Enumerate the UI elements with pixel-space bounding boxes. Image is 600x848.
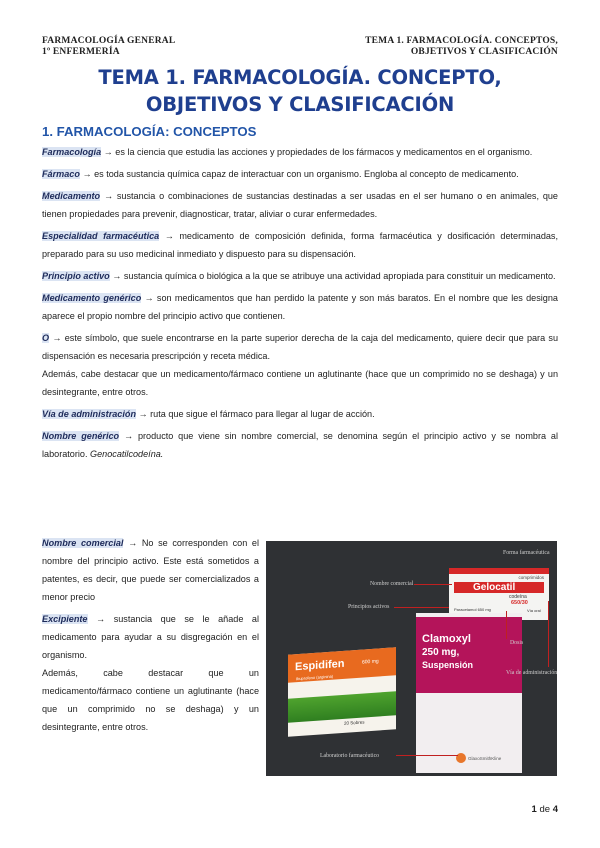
box-small-text: comprimidos (518, 575, 544, 580)
arrow-icon: → (82, 169, 92, 179)
box-dose: 250 mg, (422, 647, 460, 658)
definition-term: Principio activo (42, 271, 110, 281)
espidifen-box (288, 647, 396, 737)
definition-text: ruta que sigue el fármaco para llegar al lugar de acción. (150, 409, 375, 419)
definition-text: No se corresponden con el nombre del principio activo. Este está sometidos a patentes, es decir, que puede ser comercializados a menor precio (42, 538, 259, 602)
definitions-body (42, 143, 558, 467)
definition-term: Vía de administración (42, 409, 136, 419)
box-pa1: Paracetamol 650 mg (454, 607, 491, 612)
definition (42, 427, 558, 463)
label-laboratorio: Laboratorio farmacéutico (320, 753, 380, 759)
connector (394, 607, 449, 608)
definition (42, 329, 558, 365)
definition-text: este símbolo, que suele encontrarse en la parte superior derecha de la caja del medicamento, quiere decir que para su dispensación es necesaria prescripción y receta médica. (42, 333, 559, 361)
label-dosis: Dosis (510, 640, 524, 646)
definition (42, 143, 558, 161)
section-title: 1. FARMACOLOGÍA: CONCEPTOS (42, 124, 257, 139)
header-topic: TEMA 1. FARMACOLOGÍA. CONCEPTOS, (365, 36, 558, 46)
definition-text: son medicamentos que han perdido la patente y son más baratos. En el nombre que les designa aparece el propio nombre del principio activo que contienen. (42, 293, 558, 321)
label-forma: Forma farmacéutica (503, 550, 550, 556)
definition (42, 165, 558, 183)
box-sub: codeína (509, 594, 527, 600)
box-form: Suspensión (422, 660, 474, 670)
arrow-icon: → (128, 538, 138, 548)
definition (42, 187, 558, 223)
header-course: FARMACOLOGÍA GENERAL (42, 36, 176, 46)
definition-text: sustancia o combinaciones de sustancias destinadas a ser usadas en el ser humano o en animales, que tienen propiedades para prevenir, diagnosticar, tratar, aliviar o curar enfermedades. (42, 191, 558, 219)
page-current: 1 (531, 804, 537, 815)
definition (42, 610, 259, 664)
arrow-icon: → (138, 409, 148, 419)
definition-term: Medicamento (42, 191, 101, 201)
connector (548, 601, 549, 667)
definition-term: O (42, 333, 50, 343)
label-nombre: Nombre comercial (370, 581, 414, 587)
page-total: 4 (552, 804, 558, 815)
note: Además, cabe destacar que un medicamento/fármaco contiene un aglutinante (hace que un comprimido no se deshaga) y un desintegrante, entre otros. (42, 369, 558, 397)
definition-text: sustancia que se le añade al medicamento para ayudar a su disgregación en el organismo. (42, 614, 260, 660)
definition (42, 267, 558, 285)
box-lab: GlaxoSmithKline (468, 756, 502, 761)
arrow-icon: → (103, 147, 113, 157)
box-sub: Ibuprofeno (arginina) (296, 673, 334, 682)
arrow-icon: → (123, 431, 134, 441)
page-number (532, 804, 558, 815)
header-year: 1º ENFERMERÍA (42, 47, 120, 57)
arrow-icon: → (52, 333, 62, 343)
definition-term: Farmacología (42, 147, 102, 157)
definition-term: Nombre genérico (42, 431, 120, 441)
arrow-icon: → (144, 293, 154, 303)
arrow-icon: → (96, 614, 106, 624)
definition-term: Excipiente (42, 614, 88, 624)
definition-text: producto que viene sin nombre comercial, se denomina según el principio activo y se nombra al laboratorio. (42, 431, 558, 459)
definition-text: es toda sustancia química capaz de interactuar con un organismo. Engloba al concepto de medicamento. (94, 169, 519, 179)
connector (414, 584, 452, 585)
definition-text: medicamento de composición definida, forma farmacéutica y dosificación determinadas, preparado para su uso medicinal inmediato y dispuesto para su dispensación. (42, 231, 559, 259)
definition-example: Genocatilcodeína. (90, 449, 164, 459)
header-left (42, 36, 175, 58)
label-principios: Principios activos (348, 604, 390, 610)
connector (396, 755, 458, 756)
arrow-icon: → (164, 231, 174, 241)
espidifen-green (288, 691, 396, 726)
note: Además, cabe destacar que un medicamento/fármaco contiene un aglutinante (hace que un comprimido no se deshaga) y un desintegrante, entre otros. (42, 668, 259, 732)
arrow-icon: → (103, 191, 114, 201)
page-sep: de (539, 804, 551, 815)
definition (42, 227, 558, 263)
left-column (42, 534, 259, 740)
medicine-figure (266, 541, 557, 776)
definition-text: es la ciencia que estudia las acciones y propiedades de los fármacos y medicamentos en el organismo. (115, 147, 533, 157)
box-brand: Gelocatil (473, 582, 516, 593)
box-route: Vía oral (527, 608, 541, 613)
definition-term: Fármaco (42, 169, 80, 179)
box-dose: 650/30 (511, 600, 528, 606)
label-via: Vía de administración (506, 670, 557, 676)
definition-text: sustancia química o biológica a la que se atribuye una actividad apropiada para constituir un medicamento. (123, 271, 556, 281)
box-stripe (449, 568, 549, 574)
box-brand: Clamoxyl (422, 633, 471, 645)
definition-term: Especialidad farmacéutica (42, 231, 160, 241)
definition (42, 534, 259, 606)
box-dose: 600 mg (362, 658, 379, 666)
page-title: TEMA 1. FARMACOLOGÍA. CONCEPTO, OBJETIVOS Y CLASIFICACIÓN (98, 66, 502, 116)
definition-term: Medicamento genérico (42, 293, 142, 303)
arrow-icon: → (112, 271, 122, 281)
connector (506, 611, 507, 639)
header-right (365, 36, 558, 58)
box-brand: Espidifen (295, 657, 345, 674)
definition (42, 289, 558, 325)
definition-term: Nombre comercial (42, 538, 124, 548)
box-count: 20 Sobres (344, 719, 365, 726)
definition (42, 405, 558, 423)
header-topic-2: OBJETIVOS Y CLASIFICACIÓN (410, 47, 558, 57)
